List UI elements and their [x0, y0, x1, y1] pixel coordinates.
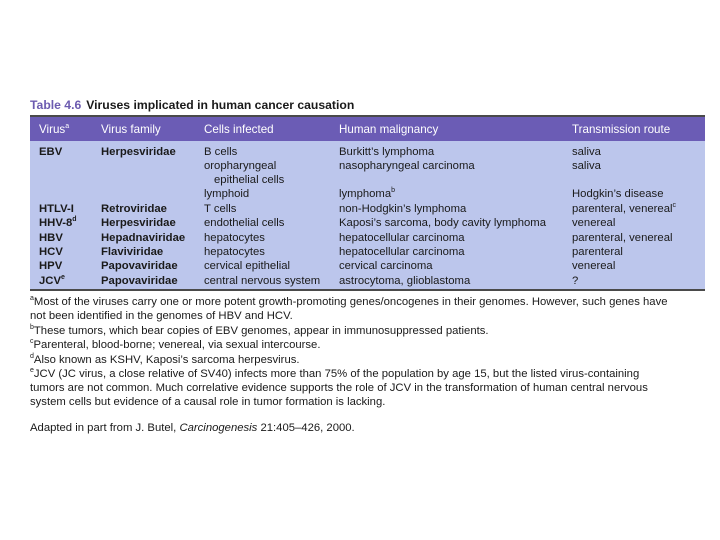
cell-malignancy: nasopharyngeal carcinoma: [339, 160, 475, 172]
cell-virus: HHV-8$^d$: [39, 216, 77, 229]
cell-route: Hodgkin’s disease: [572, 188, 664, 200]
cell-malignancy: cervical carcinoma: [339, 260, 433, 272]
cell-route: saliva: [572, 146, 601, 158]
cell-virus: HTLV-I: [39, 203, 74, 215]
table-title: Viruses implicated in human cancer causation: [86, 98, 355, 112]
cell-family: Herpesviridae: [101, 217, 176, 229]
cell-family: Herpesviridae: [101, 146, 176, 158]
cell-virus: EBV: [39, 146, 63, 158]
cell-cells: T cells: [204, 203, 237, 215]
footnote-b: $^b$These tumors, which bear copies of EBV genomes, appear in immunosuppressed patients.: [30, 324, 489, 337]
cell-family: Papovaviridae: [101, 260, 178, 272]
cell-family: Retroviridae: [101, 203, 167, 215]
cell-cells: central nervous system: [204, 275, 321, 287]
cell-malignancy: lymphoma$^b$: [339, 187, 396, 200]
footnote-e: $^e$JCV (JC virus, a close relative of SV40) infects more than 75% of the population by age 15, but the listed virus-containing: [30, 367, 640, 380]
cell-route: parenteral: [572, 246, 623, 258]
cell-route: venereal: [572, 217, 616, 229]
header-virus-family: Virus family: [101, 123, 161, 136]
cell-cells: epithelial cells: [214, 174, 285, 186]
cell-cells: hepatocytes: [204, 246, 265, 258]
footnote-a: $^a$Most of the viruses carry one or more potent growth-promoting genes/oncogenes in their genomes. However, such genes have: [30, 295, 668, 308]
cell-malignancy: non-Hodgkin’s lymphoma: [339, 203, 467, 215]
bottom-rule: [30, 289, 705, 291]
footnote-c: $^c$Parenteral, blood-borne; venereal, via sexual intercourse.: [30, 338, 321, 351]
cell-family: Flaviviridae: [101, 246, 164, 258]
cell-route: venereal: [572, 260, 616, 272]
header-transmission-route: Transmission route: [572, 123, 671, 136]
header-human-malignancy: Human malignancy: [339, 123, 439, 136]
cell-family: Hepadnaviridae: [101, 232, 186, 244]
cell-family: Papovaviridae: [101, 275, 178, 287]
cell-malignancy: hepatocellular carcinoma: [339, 246, 465, 258]
footnote-e-continued: tumors are not common. Much correlative evidence supports the role of JCV in the transformation of human central nervous: [30, 382, 648, 394]
cell-virus: HPV: [39, 260, 63, 272]
cell-virus: JCV$^e$: [39, 274, 65, 287]
cell-cells: B cells: [204, 146, 238, 158]
cell-cells: lymphoid: [204, 188, 250, 200]
table-number: Table 4.6: [30, 98, 82, 112]
cell-route: saliva: [572, 160, 601, 172]
footnote-e-continued: system cells but evidence of a causal role in tumor formation is lacking.: [30, 396, 386, 408]
cell-route: parenteral, venereal$^c$: [572, 202, 676, 215]
cell-malignancy: hepatocellular carcinoma: [339, 232, 465, 244]
cell-malignancy: Kaposi’s sarcoma, body cavity lymphoma: [339, 217, 546, 229]
cell-route: parenteral, venereal: [572, 232, 673, 244]
source-citation: Adapted in part from J. Butel, Carcinogenesis 21:405–426, 2000.: [30, 422, 355, 434]
footnote-a-continued: not been identified in the genomes of HBV and HCV.: [30, 310, 293, 322]
cell-virus: HCV: [39, 246, 63, 258]
header-cells-infected: Cells infected: [204, 123, 274, 136]
cell-malignancy: astrocytoma, glioblastoma: [339, 275, 471, 287]
cell-cells: endothelial cells: [204, 217, 285, 229]
footnote-d: $^d$Also known as KSHV, Kaposi’s sarcoma herpesvirus.: [30, 353, 300, 366]
cell-malignancy: Burkitt’s lymphoma: [339, 146, 435, 158]
cell-cells: hepatocytes: [204, 232, 265, 244]
header-virus: Virus$^a$: [39, 123, 70, 136]
cell-virus: HBV: [39, 232, 63, 244]
cell-cells: oropharyngeal: [204, 160, 277, 172]
cell-route: ?: [572, 275, 579, 287]
cell-cells: cervical epithelial: [204, 260, 291, 272]
table-caption: [30, 98, 354, 112]
